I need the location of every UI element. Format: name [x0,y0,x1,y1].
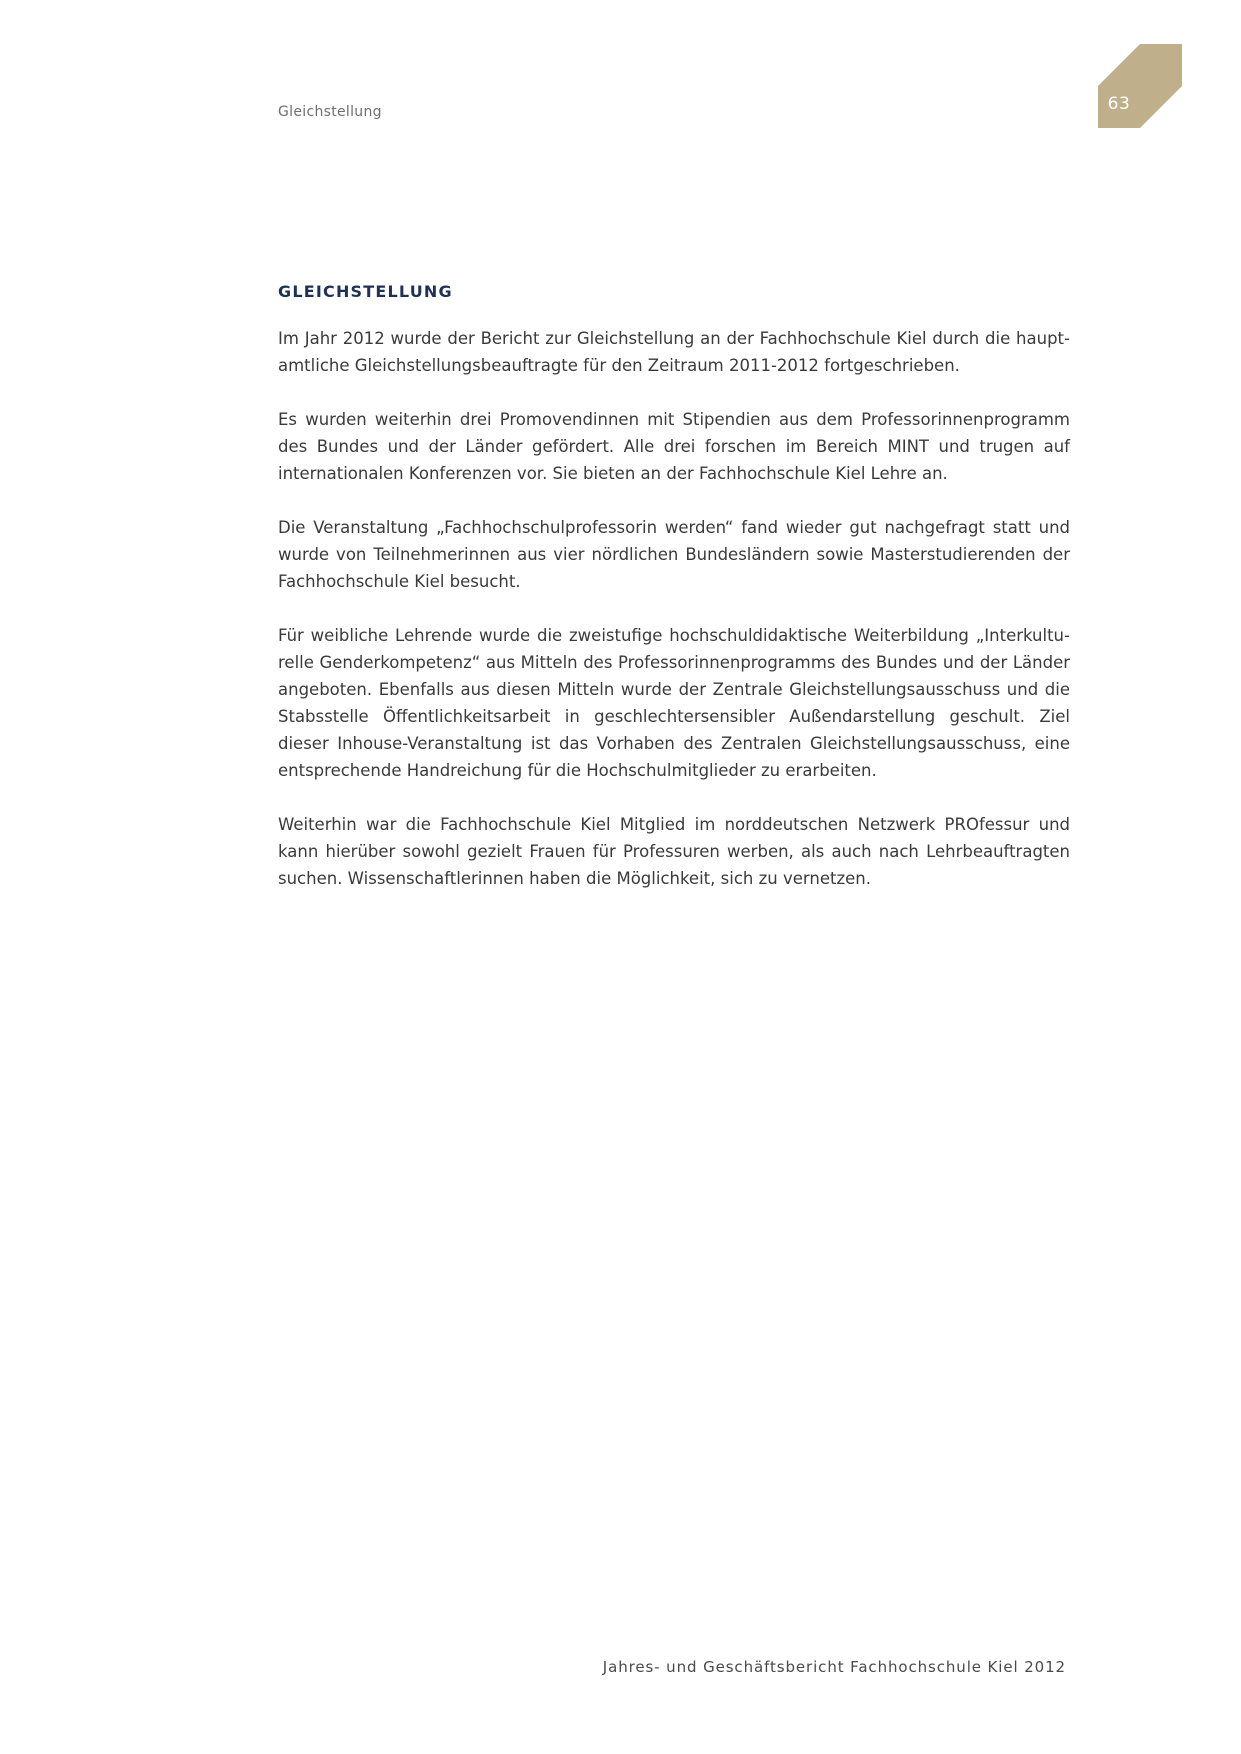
section-title: GLEICHSTELLUNG [278,282,453,301]
paragraph-2: Es wurden weiterhin drei Promovendinnen mit Stipendien aus dem Professorinnenprogramm des Bundes und der Länder gefördert. Alle drei forschen im Bereich MINT und trugen auf internationalen Konferenzen vor. Sie bieten an der Fachhochschule Kiel Lehre an. [278,410,1070,483]
paragraph-1: Im Jahr 2012 wurde der Bericht zur Gleichstellung an der Fachhochschule Kiel durch die hauptamtliche Gleichstellungsbeauftragte für den Zeitraum 2011-2012 fortgeschrieben. [278,329,1070,375]
page-number: 63 [1107,94,1131,114]
page-tab-shape [1098,44,1182,128]
paragraph-4: Für weibliche Lehrende wurde die zweistufige hochschuldidaktische Weiterbildung „Interkulturelle Genderkompetenz“ aus Mitteln des Professorinnenprogramms des Bundes und der Länder angeboten. Ebenfalls aus diesen Mitteln wurde der Zentrale Gleichstellungsausschuss und die Stabsstelle Öffentlichkeitsarbeit in geschlechtersensibler Außendarstellung geschult. Ziel dieser Inhouse-Veranstaltung ist das Vorhaben des Zentralen Gleichstellungsausschuss, eine entsprechende Handreichung für die Hochschulmitglieder zu erarbeiten. [278,626,1070,780]
paragraph-5: Weiterhin war die Fachhochschule Kiel Mitglied im norddeutschen Netzwerk PROfessur und kann hierüber sowohl gezielt Frauen für Professuren werben, als auch nach Lehrbeauftragten suchen. Wissenschaftlerinnen haben die Möglichkeit, sich zu vernetzen. [278,815,1070,888]
footer-title: Jahres- und Geschäftsbericht Fachhochschule Kiel 2012 [602,1658,1066,1676]
running-head: Gleichstellung [278,104,382,120]
paragraph-3: Die Veranstaltung „Fachhochschulprofessorin werden“ fand wieder gut nachgefragt statt und wurde von Teilnehmerinnen aus vier nördlichen Bundesländern sowie Masterstudierenden der Fachhochschule Kiel besucht. [278,518,1070,591]
page-tab-polygon [1098,44,1182,128]
main-content [278,282,1070,919]
